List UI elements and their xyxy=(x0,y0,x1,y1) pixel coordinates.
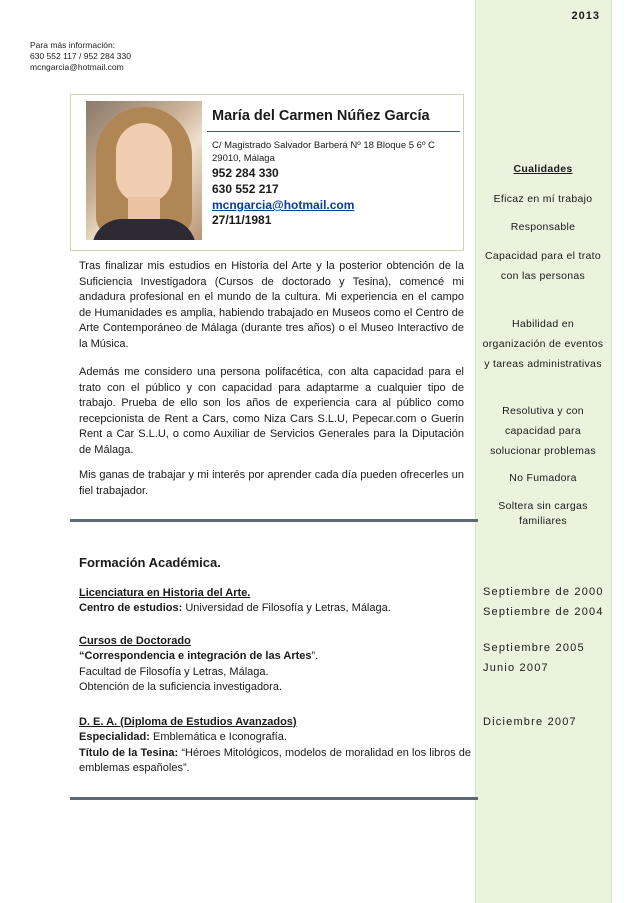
quality-item: Eficaz en mí trabajo xyxy=(493,193,593,205)
birth-date: 27/11/1981 xyxy=(212,213,272,227)
degree-center xyxy=(79,601,471,616)
address-line-2: 29010, Málaga xyxy=(212,153,275,164)
dea-thesis-value: “Héroes Mitológicos, modelos de moralidad en los libros de emblemas españoles”. xyxy=(79,746,472,775)
doctorate-faculty: Facultad de Filosofía y Letras, Málaga. xyxy=(79,665,269,678)
doctorate-course-name xyxy=(79,649,471,664)
year-label: 2013 xyxy=(571,10,600,22)
doctorate-course-name-text: “Correspondencia e integración de las Artes xyxy=(79,650,312,663)
degree-center-value: Universidad de Filosofía y Letras, Málaga. xyxy=(182,602,391,615)
phone-mobile: 630 552 217 xyxy=(212,182,279,196)
doctorate-note: Obtención de la suficiencia investigadora. xyxy=(79,681,283,694)
date-degree-end: Septiembre de 2004 xyxy=(483,606,604,618)
contact-email: mcngarcia@hotmail.com xyxy=(30,62,124,72)
doctorate-title: Cursos de Doctorado xyxy=(79,635,191,647)
qualities-title: Cualidades xyxy=(513,163,573,175)
candidate-name: María del Carmen Núñez García xyxy=(212,108,430,124)
email-link[interactable] xyxy=(212,198,354,212)
dea-thesis-label: Título de la Tesina: xyxy=(79,746,179,759)
dea-specialty xyxy=(79,730,471,745)
name-divider xyxy=(207,131,460,132)
section-divider-bottom xyxy=(70,797,478,800)
quality-item: Resolutiva y con capacidad para solucionar problemas xyxy=(490,405,596,457)
dea-specialty-value: Emblemática e Iconografía. xyxy=(149,731,287,744)
intro-paragraph-2: Además me considero una persona polifacética, con alta capacidad para el trato con el público y con capacidad para adaptarme a cualquier tipo de trabajo. Prueba de ello son los años de experiencia cara al público como recepcionista de Rent a Cars, como Niza Cars S.L.U, Pepecar.com o Guerin Rent a Car S.L.U, o como Auxiliar de Servicios Generales para la Diputación de Málaga. xyxy=(79,366,464,456)
intro-paragraph-3: Mis ganas de trabajar y mi interés por aprender cada día pueden ofrecerles un fiel trabajador. xyxy=(79,469,464,497)
date-degree-start: Septiembre de 2000 xyxy=(483,586,604,598)
dea-block xyxy=(79,715,471,777)
email-link-text[interactable]: mcngarcia@hotmail.com xyxy=(212,198,355,212)
profile-photo xyxy=(86,101,202,240)
contact-heading: Para más información: xyxy=(30,40,116,50)
date-courses-end: Junio 2007 xyxy=(483,662,549,674)
intro-paragraph-1: Tras finalizar mis estudios en Historia del Arte y la posterior obtención de la Suficiencia Investigadora (Cursos de doctorado y Tesina), comencé mi andadura profesional en el mundo de la cultura. Mi experiencia en el campo de Humanidades es amplia, habiendo trabajado en Museos como el Centro de Arte Contemporáneo de Málaga (durante tres años) o el Museo Interactivo de la Música. xyxy=(79,260,464,350)
section-divider-top xyxy=(70,519,478,522)
dea-title: D. E. A. (Diploma de Estudios Avanzados) xyxy=(79,716,297,728)
address-line-1: C/ Magistrado Salvador Barberá Nº 18 Bloque 5 6º C xyxy=(212,140,435,151)
doctorate-courses-block xyxy=(79,634,471,696)
dea-thesis xyxy=(79,746,471,777)
qualities-list xyxy=(482,159,604,179)
phone-landline: 952 284 330 xyxy=(212,166,279,180)
dea-specialty-label: Especialidad: xyxy=(79,731,150,744)
doctorate-course-name-end: ”. xyxy=(311,650,319,663)
date-dea: Diciembre 2007 xyxy=(483,716,577,728)
contact-phones: 630 552 117 / 952 284 330 xyxy=(30,51,131,61)
education-title: Formación Académica. xyxy=(79,555,221,570)
quality-item: No Fumadora xyxy=(509,472,577,484)
date-courses-start: Septiembre 2005 xyxy=(483,642,585,654)
quality-item: Capacidad para el trato con las personas xyxy=(484,250,602,282)
quality-item: Soltera sin cargas familiares xyxy=(498,500,588,527)
contact-info xyxy=(30,40,131,73)
degree-title: Licenciatura en Historia del Arte. xyxy=(79,587,251,599)
quality-item: Responsable xyxy=(510,221,576,233)
quality-item: Habilidad en organización de eventos y tareas administrativas xyxy=(482,318,604,370)
degree-center-label: Centro de estudios: xyxy=(79,602,183,615)
degree-block xyxy=(79,586,471,617)
